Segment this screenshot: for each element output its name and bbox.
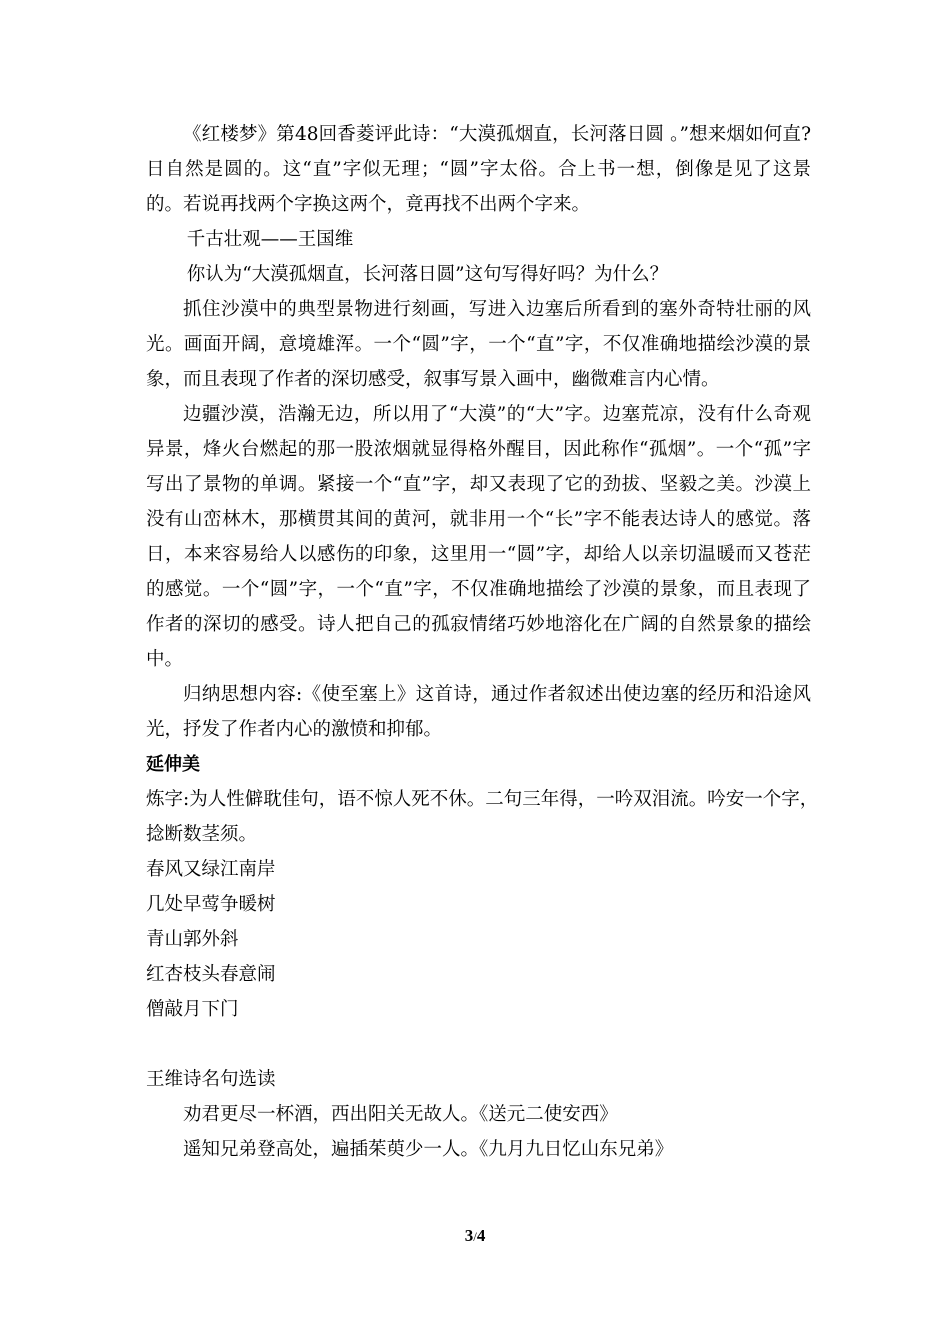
paragraph-answer-detail: 边疆沙漠，浩瀚无边，所以用了“大漠”的“大”字。边塞荒凉，没有什么奇观异景，烽火台燃起的那一股浓烟就显得格外醒目，因此称作“孤烟”。一个“孤”字写出了景物的单调。紧接一个“直”字，却又表现了它的劲拔、坚毅之美。沙漠上没有山峦林木，那横贯其间的黄河，就非用一个“长”字不能表达诗人的感觉。落日，本来容易给人以感伤的印象，这里用一“圆”字，却给人以亲切温暖而又苍茫的感觉。一个“圆”字，一个“直”字，不仅准确地描绘了沙漠的景象，而且表现了作者的深切的感受。诗人把自己的孤寂情绪巧妙地溶化在广阔的自然景象的描绘中。 <box>146 404 811 670</box>
lianzi-line-1: 炼字:为人性僻耽佳句，语不惊人死不休。二句三年得，一吟双泪流。吟安一个字， <box>146 789 819 810</box>
lianzi-line-2: 捻断数茎须。 <box>146 824 258 845</box>
famous-line-item: 遥知兄弟登高处，遍插茱萸少一人。《九月九日忆山东兄弟》 <box>183 1139 674 1160</box>
poem-line: 红杏枝头春意闹 <box>146 964 276 985</box>
famous-lines-title: 王维诗名句选读 <box>146 1069 276 1090</box>
poem-line: 春风又绿江南岸 <box>146 859 276 880</box>
document-body <box>146 117 819 1167</box>
blank-line <box>146 1027 811 1062</box>
paragraph-honglou-quote: 《红楼梦》第48回香菱评此诗：“大漠孤烟直，长河落日圆 。”想来烟如何直?日自然是圆的。这“直”字似无理；“圆”字太俗。合上书一想，倒像是见了这景的。若说再找两个字换这两个，竟再找不出两个字来。 <box>146 124 811 215</box>
paragraph-question: 你认为“大漠孤烟直，长河落日圆”这句写得好吗？为什么？ <box>186 264 669 285</box>
page-separator: / <box>473 1229 477 1244</box>
total-page-count: 4 <box>476 1226 486 1245</box>
poem-line: 几处早莺争暖树 <box>146 894 276 915</box>
page-number-footer <box>0 1226 950 1246</box>
paragraph-theme-summary: 归纳思想内容:《使至塞上》这首诗，通过作者叙述出使边塞的经历和沿途风光，抒发了作者内心的激愤和抑郁。 <box>146 684 811 740</box>
current-page-number: 3 <box>464 1226 474 1245</box>
paragraph-answer-summary: 抓住沙漠中的典型景物进行刻画，写进入边塞后所看到的塞外奇特壮丽的风光。画面开阔，意境雄浑。一个“圆”字，一个“直”字，不仅准确地描绘沙漠的景象，而且表现了作者的深切感受，叙事写景入画中，幽微难言内心情。 <box>146 299 811 390</box>
section-heading-extension: 延伸美 <box>146 754 200 775</box>
paragraph-wang-guowei-comment: 千古壮观——王国维 <box>186 229 354 250</box>
famous-line-item: 劝君更尽一杯酒，西出阳关无故人。《送元二使安西》 <box>183 1104 618 1125</box>
poem-line: 青山郭外斜 <box>146 929 239 950</box>
poem-line: 僧敲月下门 <box>146 999 239 1020</box>
